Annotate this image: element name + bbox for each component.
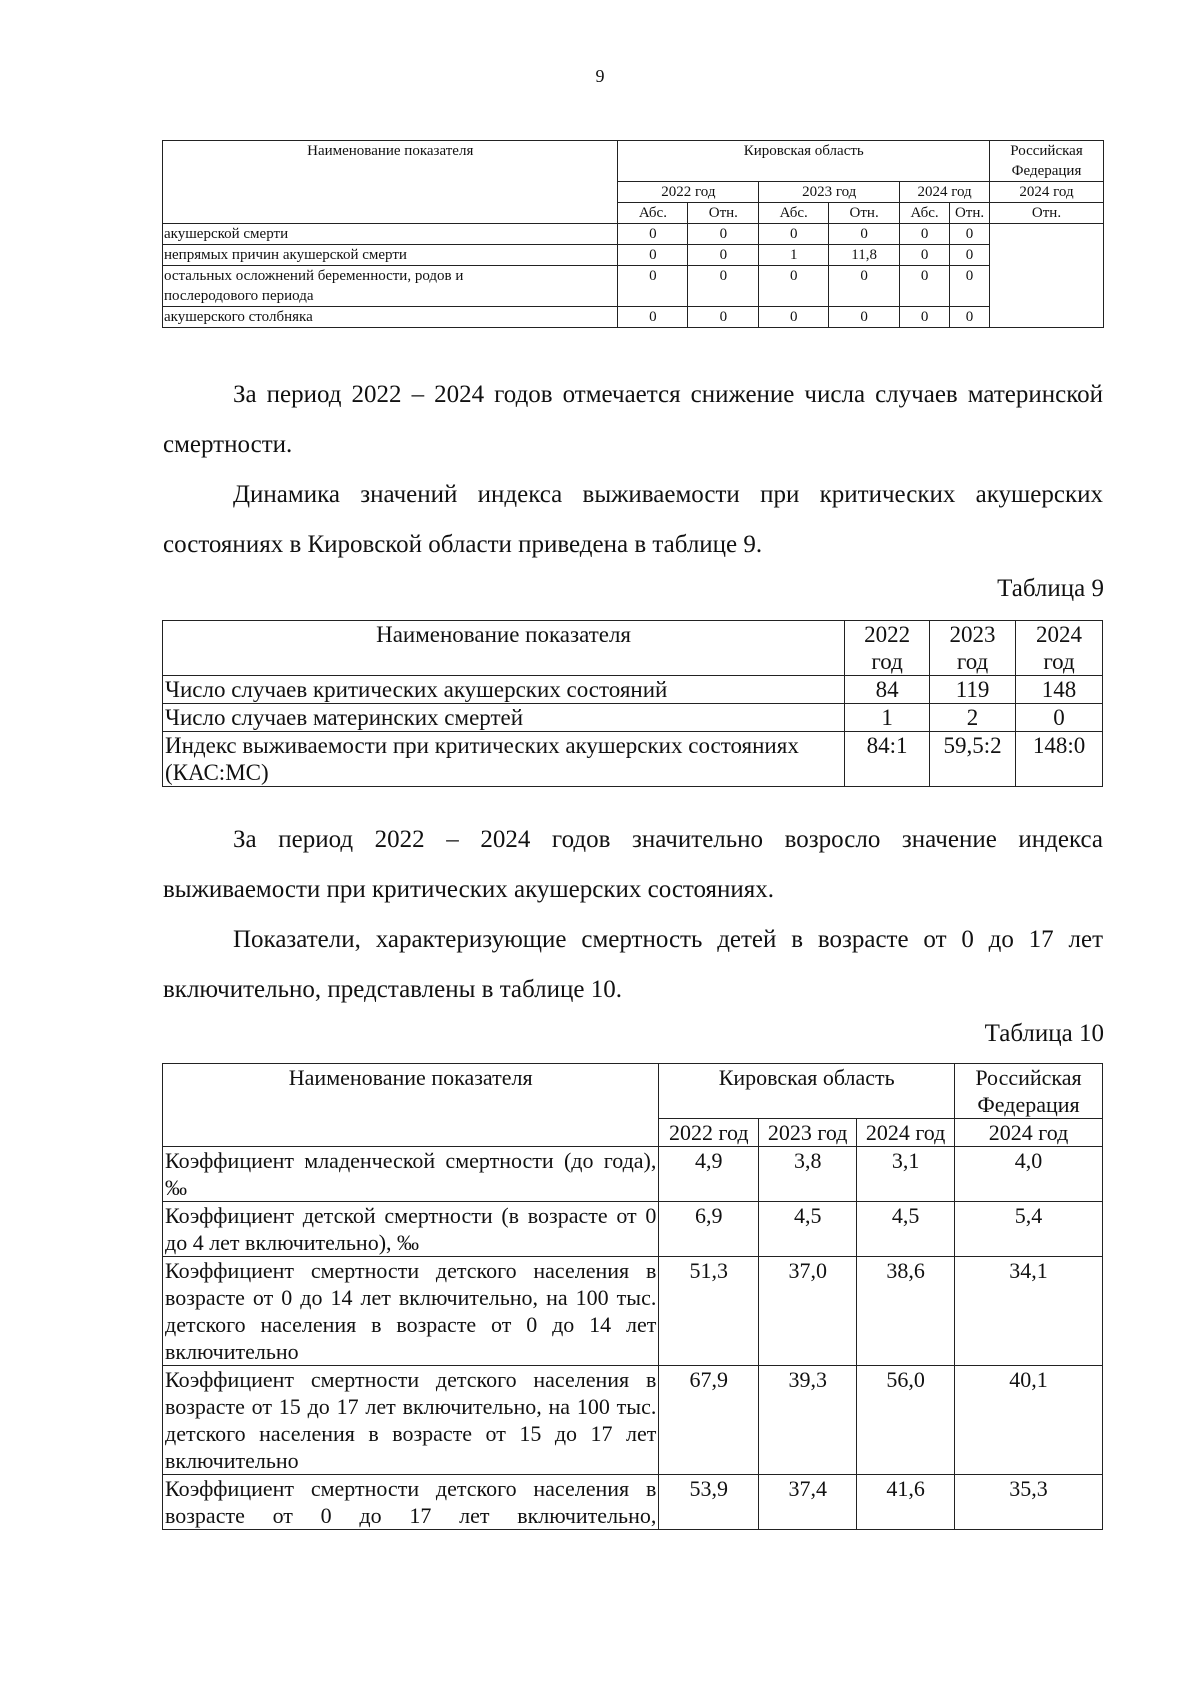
table-row: [163, 1366, 1103, 1475]
cell: 0: [688, 307, 759, 328]
page-number: 9: [595, 66, 605, 86]
cell: 0: [688, 245, 759, 266]
cell: 53,9: [659, 1475, 759, 1530]
header-rel: Отн.: [950, 203, 990, 224]
cell: 3,1: [857, 1147, 955, 1202]
row-name: Число случаев критических акушерских состояний: [163, 676, 845, 704]
cell: 37,4: [759, 1475, 857, 1530]
cell: 1: [845, 704, 930, 732]
cell: 0: [950, 245, 990, 266]
cell: 0: [950, 224, 990, 245]
cell: 0: [618, 266, 688, 307]
table-row: [163, 1202, 1103, 1257]
cell: 0: [688, 266, 759, 307]
table-row: [163, 676, 1103, 704]
cell: 0: [1016, 704, 1103, 732]
cell: 0: [759, 307, 829, 328]
header-year: 2023 год: [930, 621, 1016, 676]
cell: 4,0: [955, 1147, 1103, 1202]
header-indicator-name: Наименование показателя: [163, 621, 845, 676]
cell: 39,3: [759, 1366, 857, 1475]
cell: 148: [1016, 676, 1103, 704]
table9-caption: Таблица 9: [997, 575, 1104, 602]
row-name: Коэффициент детской смертности (в возрасте от 0 до 4 лет включительно), ‰: [163, 1202, 659, 1257]
cell: 0: [829, 307, 900, 328]
row-name: акушерского столбняка: [163, 307, 618, 328]
header-year: 2023 год: [759, 1119, 857, 1147]
row-name: Индекс выживаемости при критических акушерских состояниях (КАС:МС): [163, 732, 845, 787]
header-abs: Абс.: [759, 203, 829, 224]
header-rf: Российская Федерация: [955, 1064, 1103, 1119]
cell: 0: [900, 266, 950, 307]
cell: 0: [688, 224, 759, 245]
paragraph-child-mortality-intro: Показатели, характеризующие смертность детей в возрасте от 0 до 17 лет включительно, представлены в таблице 10.: [163, 926, 1103, 1003]
table-row: [163, 732, 1103, 787]
row-name: Коэффициент смертности детского населения в возрасте от 0 до 14 лет включительно, на 100 тыс. детского населения в возрасте от 0 до 14 лет включительно: [163, 1257, 659, 1366]
cell: 67,9: [659, 1366, 759, 1475]
cell: 0: [950, 266, 990, 307]
table-row: [163, 1147, 1103, 1202]
cell: 0: [900, 245, 950, 266]
cell: 0: [950, 307, 990, 328]
header-region: Кировская область: [659, 1064, 955, 1119]
cell: 0: [618, 224, 688, 245]
cell: 51,3: [659, 1257, 759, 1366]
cell: 0: [759, 266, 829, 307]
cell: 84:1: [845, 732, 930, 787]
header-year: 2024 год: [1016, 621, 1103, 676]
cell: 59,5:2: [930, 732, 1016, 787]
cell: 35,3: [955, 1475, 1103, 1530]
row-name: Коэффициент младенческой смертности (до года), ‰: [163, 1147, 659, 1202]
row-name: Коэффициент смертности детского населения в возрасте от 15 до 17 лет включительно, на 100 тыс. детского населения в возрасте от 15 до 17 лет включительно: [163, 1366, 659, 1475]
cell: 0: [618, 307, 688, 328]
cell: 0: [759, 224, 829, 245]
header-rf-year: 2024 год: [990, 182, 1104, 203]
cell: 119: [930, 676, 1016, 704]
row-name: акушерской смерти: [163, 224, 618, 245]
cell: 84: [845, 676, 930, 704]
header-region: Кировская область: [618, 141, 990, 182]
cell: 0: [829, 224, 900, 245]
paragraph-survival-index-intro: Динамика значений индекса выживаемости при критических акушерских состояниях в Кировской области приведена в таблице 9.: [163, 481, 1103, 558]
table-row: [163, 1257, 1103, 1366]
table-maternal-mortality-causes: [162, 140, 1104, 328]
cell: 1: [759, 245, 829, 266]
header-rel: Отн.: [990, 203, 1104, 224]
header-year: 2024 год: [900, 182, 990, 203]
table-row: [163, 307, 1104, 328]
paragraph-survival-index-increase: За период 2022 – 2024 годов значительно возросло значение индекса выживаемости при критических акушерских состояниях.: [163, 826, 1103, 903]
row-name: непрямых причин акушерской смерти: [163, 245, 618, 266]
row-name: остальных осложнений беременности, родов и послеродового периода: [163, 266, 618, 307]
paragraph-maternal-mortality-decrease: За период 2022 – 2024 годов отмечается снижение числа случаев материнской смертности.: [163, 381, 1103, 458]
cell: 38,6: [857, 1257, 955, 1366]
cell: 6,9: [659, 1202, 759, 1257]
header-rel: Отн.: [829, 203, 900, 224]
header-rf: Российская Федерация: [990, 141, 1104, 182]
cell: 0: [829, 266, 900, 307]
table-row: [163, 266, 1104, 307]
table-row: [163, 224, 1104, 245]
header-year: 2023 год: [759, 182, 900, 203]
header-rf-year: 2024 год: [955, 1119, 1103, 1147]
cell: 0: [618, 245, 688, 266]
table-row: [163, 704, 1103, 732]
header-year: 2022 год: [659, 1119, 759, 1147]
cell: 4,9: [659, 1147, 759, 1202]
header-indicator-name: Наименование показателя: [163, 1064, 659, 1147]
header-rel: Отн.: [688, 203, 759, 224]
cell: 0: [900, 224, 950, 245]
cell: 34,1: [955, 1257, 1103, 1366]
row-name: Число случаев материнских смертей: [163, 704, 845, 732]
cell: 4,5: [857, 1202, 955, 1257]
header-year: 2024 год: [857, 1119, 955, 1147]
cell: 37,0: [759, 1257, 857, 1366]
table9-survival-index: [162, 620, 1103, 787]
cell: 40,1: [955, 1366, 1103, 1475]
header-indicator-name: Наименование показателя: [163, 141, 618, 224]
cell: 148:0: [1016, 732, 1103, 787]
cell: 56,0: [857, 1366, 955, 1475]
cell: 11,8: [829, 245, 900, 266]
cell-rf-empty: [990, 224, 1104, 328]
header-abs: Абс.: [900, 203, 950, 224]
table10-child-mortality: [162, 1063, 1103, 1530]
table-row: [163, 245, 1104, 266]
row-name: Коэффициент смертности детского населения в возрасте от 0 до 17 лет включительно,: [163, 1475, 659, 1530]
cell: 2: [930, 704, 1016, 732]
table-row: [163, 1475, 1103, 1530]
header-year: 2022 год: [618, 182, 759, 203]
header-abs: Абс.: [618, 203, 688, 224]
cell: 3,8: [759, 1147, 857, 1202]
cell: 5,4: [955, 1202, 1103, 1257]
cell: 0: [900, 307, 950, 328]
header-year: 2022 год: [845, 621, 930, 676]
cell: 4,5: [759, 1202, 857, 1257]
cell: 41,6: [857, 1475, 955, 1530]
table10-caption: Таблица 10: [984, 1020, 1104, 1047]
